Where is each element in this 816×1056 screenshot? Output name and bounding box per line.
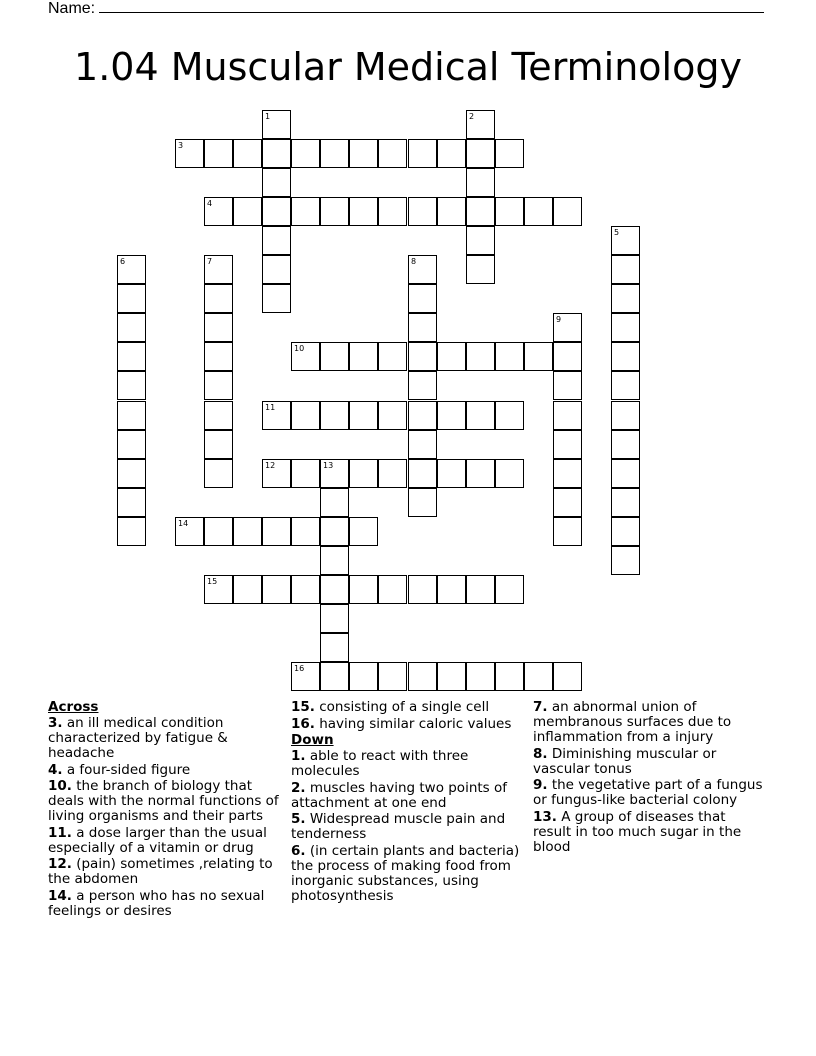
- crossword-cell[interactable]: [233, 517, 262, 546]
- crossword-cell[interactable]: [349, 139, 378, 168]
- cell-number: 4: [207, 199, 213, 208]
- crossword-cell[interactable]: [611, 255, 640, 284]
- down-heading: Down: [291, 732, 334, 748]
- crossword-cell[interactable]: [437, 662, 466, 691]
- clue-down-8: 8. Diminishing muscular or vascular tonus: [533, 745, 717, 777]
- crossword-cell[interactable]: [262, 168, 291, 197]
- crossword-cell[interactable]: [117, 401, 146, 430]
- crossword-cell[interactable]: [262, 517, 291, 546]
- cell-number: 7: [207, 257, 213, 266]
- clue-across-16: 16. having similar caloric values: [291, 715, 512, 732]
- crossword-cell[interactable]: [466, 139, 495, 168]
- crossword-cell[interactable]: [466, 459, 495, 488]
- clue-down-6: 6. (in certain plants and bacteria) the process of making food from inorganic substances, using photosynthesis: [291, 842, 520, 904]
- crossword-cell[interactable]: [553, 488, 582, 517]
- crossword-cell[interactable]: [553, 342, 582, 371]
- crossword-cell[interactable]: [204, 139, 233, 168]
- crossword-cell[interactable]: [611, 459, 640, 488]
- crossword-cell[interactable]: [611, 313, 640, 342]
- crossword-cell[interactable]: [611, 546, 640, 575]
- crossword-cell[interactable]: [262, 110, 291, 139]
- crossword-cell[interactable]: [611, 284, 640, 313]
- clue-column-2: [291, 700, 523, 905]
- crossword-cell[interactable]: [320, 604, 349, 633]
- crossword-cell[interactable]: [437, 342, 466, 371]
- cell-number: 11: [265, 403, 276, 412]
- crossword-cell[interactable]: [175, 139, 204, 168]
- crossword-cell[interactable]: [204, 401, 233, 430]
- crossword-cell[interactable]: [320, 575, 349, 604]
- crossword-cell[interactable]: [553, 430, 582, 459]
- crossword-cell[interactable]: [466, 401, 495, 430]
- crossword-cell[interactable]: [408, 139, 437, 168]
- crossword-cell[interactable]: [553, 197, 582, 226]
- crossword-cell[interactable]: [320, 459, 349, 488]
- crossword-cell[interactable]: [320, 633, 349, 662]
- crossword-cell[interactable]: [611, 401, 640, 430]
- crossword-cell[interactable]: [262, 401, 291, 430]
- crossword-cell[interactable]: [291, 575, 320, 604]
- crossword-cell[interactable]: [204, 342, 233, 371]
- cell-number: 9: [556, 315, 562, 324]
- crossword-cell[interactable]: [495, 459, 524, 488]
- crossword-cell[interactable]: [204, 313, 233, 342]
- crossword-cell[interactable]: [117, 430, 146, 459]
- crossword-cell[interactable]: [349, 401, 378, 430]
- crossword-cell[interactable]: [466, 662, 495, 691]
- cell-number: 6: [120, 257, 126, 266]
- clue-down-5: 5. Widespread muscle pain and tenderness: [291, 811, 506, 842]
- crossword-cell[interactable]: [611, 226, 640, 255]
- crossword-cell[interactable]: [175, 517, 204, 546]
- crossword-cell[interactable]: [437, 139, 466, 168]
- crossword-cell[interactable]: [466, 342, 495, 371]
- crossword-cell[interactable]: [204, 197, 233, 226]
- crossword-cell[interactable]: [524, 197, 553, 226]
- crossword-cell[interactable]: [466, 110, 495, 139]
- clue-across-10: 10. the branch of biology that deals with the normal functions of living organisms and their parts: [48, 778, 279, 824]
- crossword-cell[interactable]: [291, 459, 320, 488]
- crossword-cell[interactable]: [408, 488, 437, 517]
- crossword-cell[interactable]: [437, 459, 466, 488]
- cell-number: 10: [294, 344, 305, 353]
- crossword-cell[interactable]: [466, 575, 495, 604]
- cell-number: 8: [411, 257, 417, 266]
- across-heading: Across: [48, 699, 99, 715]
- clue-across-11: 11. a dose larger than the usual especially of a vitamin or drug: [48, 824, 267, 856]
- crossword-cell[interactable]: [408, 284, 437, 313]
- crossword-cell[interactable]: [117, 313, 146, 342]
- clue-across-12: 12. (pain) sometimes ,relating to the abdomen: [48, 856, 273, 887]
- crossword-cell[interactable]: [495, 662, 524, 691]
- crossword-cell[interactable]: [408, 575, 437, 604]
- crossword-cell[interactable]: [262, 459, 291, 488]
- crossword-cell[interactable]: [320, 662, 349, 691]
- crossword-cell[interactable]: [553, 371, 582, 400]
- crossword-cell[interactable]: [378, 575, 407, 604]
- clue-down-7: 7. an abnormal union of membranous surfaces due to inflammation from a injury: [533, 699, 732, 745]
- crossword-cell[interactable]: [262, 255, 291, 284]
- crossword-cell[interactable]: [204, 430, 233, 459]
- crossword-cell[interactable]: [495, 342, 524, 371]
- crossword-cell[interactable]: [291, 139, 320, 168]
- crossword-cell[interactable]: [408, 662, 437, 691]
- name-label: Name:: [48, 0, 96, 17]
- clue-down-9: 9. the vegetative part of a fungus or fungus-like bacterial colony: [533, 777, 763, 808]
- crossword-cell[interactable]: [349, 575, 378, 604]
- clue-across-3: 3. an ill medical condition characterized by fatigue & headache: [48, 715, 228, 761]
- crossword-cell[interactable]: [378, 662, 407, 691]
- crossword-cell[interactable]: [553, 313, 582, 342]
- crossword-cell[interactable]: [611, 342, 640, 371]
- crossword-cell[interactable]: [495, 139, 524, 168]
- cell-number: 12: [265, 461, 276, 470]
- crossword-cell[interactable]: [495, 575, 524, 604]
- crossword-cell[interactable]: [233, 139, 262, 168]
- crossword-cell[interactable]: [117, 284, 146, 313]
- crossword-cell[interactable]: [349, 197, 378, 226]
- crossword-cell[interactable]: [262, 197, 291, 226]
- crossword-cell[interactable]: [408, 401, 437, 430]
- crossword-cell[interactable]: [349, 517, 378, 546]
- crossword-cell[interactable]: [408, 430, 437, 459]
- crossword-cell[interactable]: [233, 197, 262, 226]
- clue-across-4: 4. a four-sided figure: [48, 761, 191, 778]
- crossword-cell[interactable]: [262, 226, 291, 255]
- cell-number: 5: [614, 228, 620, 237]
- crossword-cell[interactable]: [320, 401, 349, 430]
- crossword-cell[interactable]: [262, 575, 291, 604]
- clue-down-2: 2. muscles having two points of attachment at one end: [291, 779, 508, 811]
- crossword-cell[interactable]: [320, 488, 349, 517]
- crossword-cell[interactable]: [553, 459, 582, 488]
- clue-column-3: [533, 700, 765, 856]
- crossword-cell[interactable]: [553, 517, 582, 546]
- crossword-cell[interactable]: [524, 662, 553, 691]
- crossword-cell[interactable]: [204, 284, 233, 313]
- crossword-cell[interactable]: [291, 342, 320, 371]
- clue-down-13: 13. A group of diseases that result in too much sugar in the blood: [533, 808, 742, 855]
- crossword-cell[interactable]: [204, 371, 233, 400]
- crossword-cell[interactable]: [117, 342, 146, 371]
- cell-number: 3: [178, 141, 184, 150]
- crossword-cell[interactable]: [117, 488, 146, 517]
- crossword-cell[interactable]: [408, 459, 437, 488]
- crossword-cell[interactable]: [611, 517, 640, 546]
- cell-number: 2: [469, 112, 475, 121]
- crossword-cell[interactable]: [262, 139, 291, 168]
- cell-number: 14: [178, 519, 189, 528]
- crossword-cell[interactable]: [204, 255, 233, 284]
- crossword-cell[interactable]: [262, 284, 291, 313]
- crossword-cell[interactable]: [320, 342, 349, 371]
- crossword-cell[interactable]: [320, 517, 349, 546]
- crossword-cell[interactable]: [611, 430, 640, 459]
- crossword-cell[interactable]: [408, 255, 437, 284]
- crossword-cell[interactable]: [378, 197, 407, 226]
- crossword-cell[interactable]: [408, 342, 437, 371]
- crossword-cell[interactable]: [408, 313, 437, 342]
- crossword-cell[interactable]: [204, 459, 233, 488]
- crossword-cell[interactable]: [378, 139, 407, 168]
- crossword-cell[interactable]: [291, 517, 320, 546]
- clue-across-14: 14. a person who has no sexual feelings or desires: [48, 887, 265, 919]
- crossword-cell[interactable]: [495, 197, 524, 226]
- crossword-cell[interactable]: [495, 401, 524, 430]
- crossword-cell[interactable]: [291, 197, 320, 226]
- crossword-cell[interactable]: [611, 488, 640, 517]
- crossword-cell[interactable]: [204, 517, 233, 546]
- cell-number: 1: [265, 112, 271, 121]
- cell-number: 15: [207, 577, 218, 586]
- page-title: 1.04 Muscular Medical Terminology: [74, 45, 742, 89]
- crossword-cell[interactable]: [611, 371, 640, 400]
- crossword-cell[interactable]: [117, 459, 146, 488]
- clue-column-1: [48, 700, 280, 920]
- crossword-cell[interactable]: [378, 459, 407, 488]
- crossword-cell[interactable]: [466, 197, 495, 226]
- crossword-cell[interactable]: [291, 662, 320, 691]
- crossword-cell[interactable]: [349, 662, 378, 691]
- clue-down-1: 1. able to react with three molecules: [291, 748, 469, 779]
- crossword-cell[interactable]: [291, 401, 320, 430]
- crossword-cell[interactable]: [320, 197, 349, 226]
- crossword-cell[interactable]: [408, 197, 437, 226]
- crossword-cell[interactable]: [117, 255, 146, 284]
- crossword-cell[interactable]: [553, 401, 582, 430]
- crossword-cell[interactable]: [408, 371, 437, 400]
- crossword-cell[interactable]: [349, 342, 378, 371]
- crossword-cell[interactable]: [233, 575, 262, 604]
- crossword-cell[interactable]: [553, 662, 582, 691]
- clue-across-15: 15. consisting of a single cell: [291, 699, 490, 715]
- crossword-cell[interactable]: [320, 139, 349, 168]
- cell-number: 16: [294, 664, 305, 673]
- crossword-cell[interactable]: [349, 459, 378, 488]
- crossword-cell[interactable]: [524, 342, 553, 371]
- crossword-cell[interactable]: [466, 226, 495, 255]
- crossword-cell[interactable]: [466, 168, 495, 197]
- cell-number: 13: [323, 461, 334, 470]
- crossword-cell[interactable]: [117, 371, 146, 400]
- crossword-cell[interactable]: [204, 575, 233, 604]
- crossword-cell[interactable]: [117, 517, 146, 546]
- crossword-cell[interactable]: [437, 401, 466, 430]
- crossword-cell[interactable]: [437, 575, 466, 604]
- crossword-cell[interactable]: [378, 342, 407, 371]
- crossword-cell[interactable]: [466, 255, 495, 284]
- crossword-cell[interactable]: [378, 401, 407, 430]
- crossword-cell[interactable]: [320, 546, 349, 575]
- crossword-cell[interactable]: [437, 197, 466, 226]
